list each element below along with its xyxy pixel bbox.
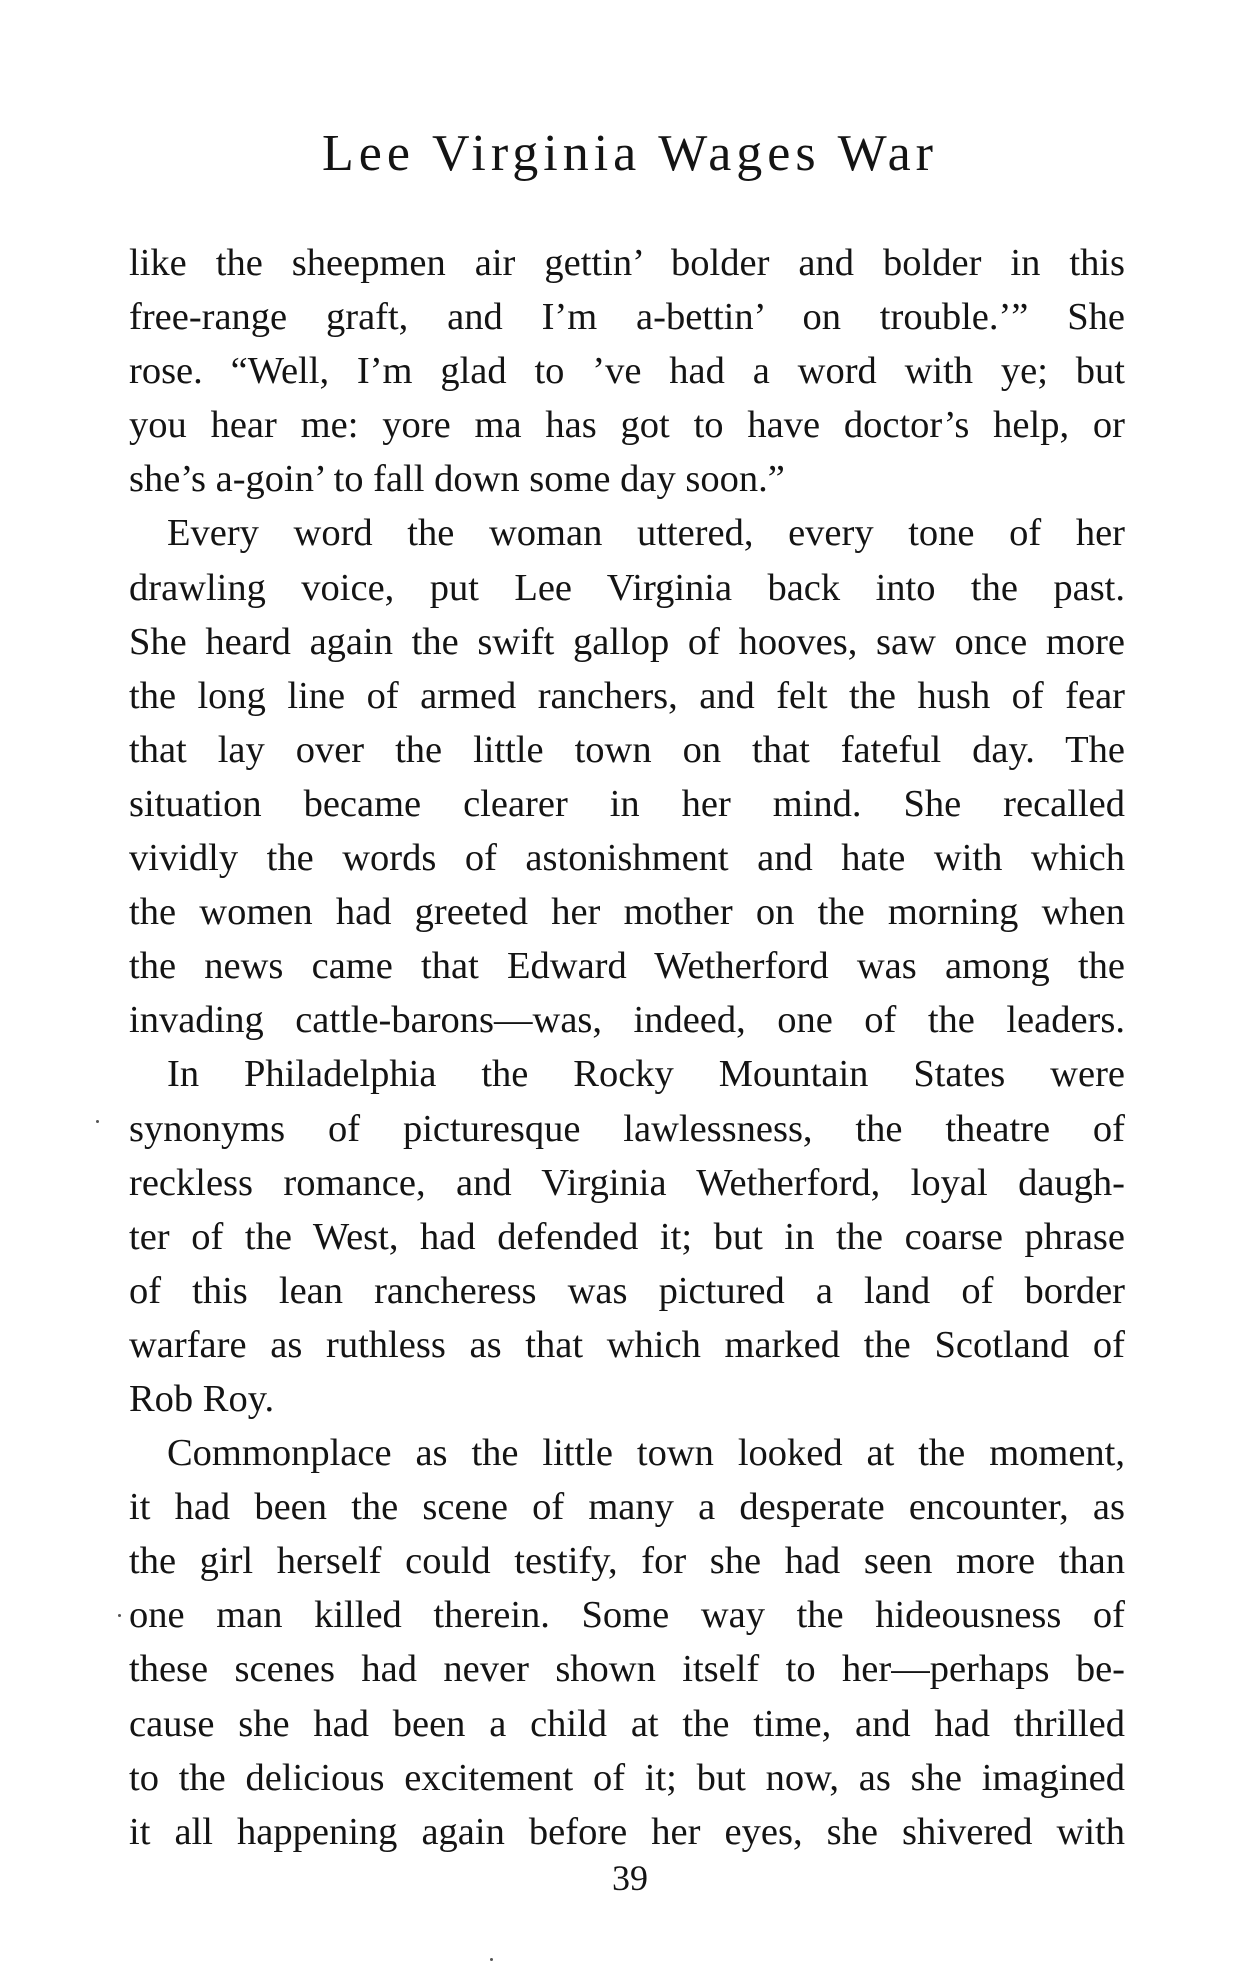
text-line: reckless romance, and Virginia Wetherford, loyal daugh- — [129, 1161, 1125, 1204]
text-line: it all happening again before her eyes, she shivered with — [129, 1810, 1125, 1853]
text-line: one man killed therein. Some way the hideousness of — [129, 1594, 1125, 1637]
text-line: the news came that Edward Wetherford was among the — [129, 945, 1125, 988]
text-line: Commonplace as the little town looked at the moment, — [167, 1432, 1125, 1475]
page-number: 39 — [612, 1858, 648, 1898]
text-line: free-range graft, and I’m a-bettin’ on trouble.’” She — [129, 296, 1125, 339]
text-line: to the delicious excitement of it; but now, as she imagined — [129, 1756, 1125, 1799]
text-line: it had been the scene of many a desperate encounter, as — [129, 1486, 1125, 1529]
text-line: In Philadelphia the Rocky Mountain States were — [167, 1053, 1125, 1096]
text-line: She heard again the swift gallop of hooves, saw once more — [129, 620, 1125, 663]
text-line: warfare as ruthless as that which marked the Scotland of — [129, 1323, 1125, 1366]
text-line: ter of the West, had defended it; but in the coarse phrase — [129, 1215, 1125, 1258]
scan-speck — [490, 1958, 493, 1961]
text-line: drawling voice, put Lee Virginia back into the past. — [129, 566, 1125, 609]
text-line: she’s a-goin’ to fall down some day soon.” — [129, 458, 785, 501]
text-line: invading cattle-barons—was, indeed, one of the leaders. — [129, 999, 1125, 1042]
text-line: cause she had been a child at the time, and had thrilled — [129, 1702, 1125, 1745]
text-line: that lay over the little town on that fateful day. The — [129, 728, 1125, 771]
text-line: vividly the words of astonishment and hate with which — [129, 837, 1125, 880]
text-line: the women had greeted her mother on the morning when — [129, 891, 1125, 934]
text-line: these scenes had never shown itself to her—perhaps be- — [129, 1648, 1125, 1691]
text-line: Every word the woman uttered, every tone of her — [167, 512, 1125, 555]
text-line: situation became clearer in her mind. She recalled — [129, 782, 1125, 825]
text-line: like the sheepmen air gettin’ bolder and bolder in this — [129, 242, 1125, 284]
text-line: rose. “Well, I’m glad to ’ve had a word with ye; but — [129, 350, 1125, 393]
scan-speck — [118, 1614, 121, 1617]
body-text — [129, 236, 1125, 1859]
scan-speck — [96, 1120, 99, 1123]
running-head: Lee Virginia Wages War — [322, 125, 938, 182]
text-line: you hear me: yore ma has got to have doctor’s help, or — [129, 404, 1125, 447]
text-line: Rob Roy. — [129, 1377, 275, 1420]
text-line: the long line of armed ranchers, and felt the hush of fear — [129, 674, 1125, 717]
text-line: synonyms of picturesque lawlessness, the theatre of — [129, 1107, 1125, 1150]
text-line: the girl herself could testify, for she had seen more than — [129, 1540, 1125, 1583]
text-line: of this lean rancheress was pictured a land of border — [129, 1269, 1125, 1312]
